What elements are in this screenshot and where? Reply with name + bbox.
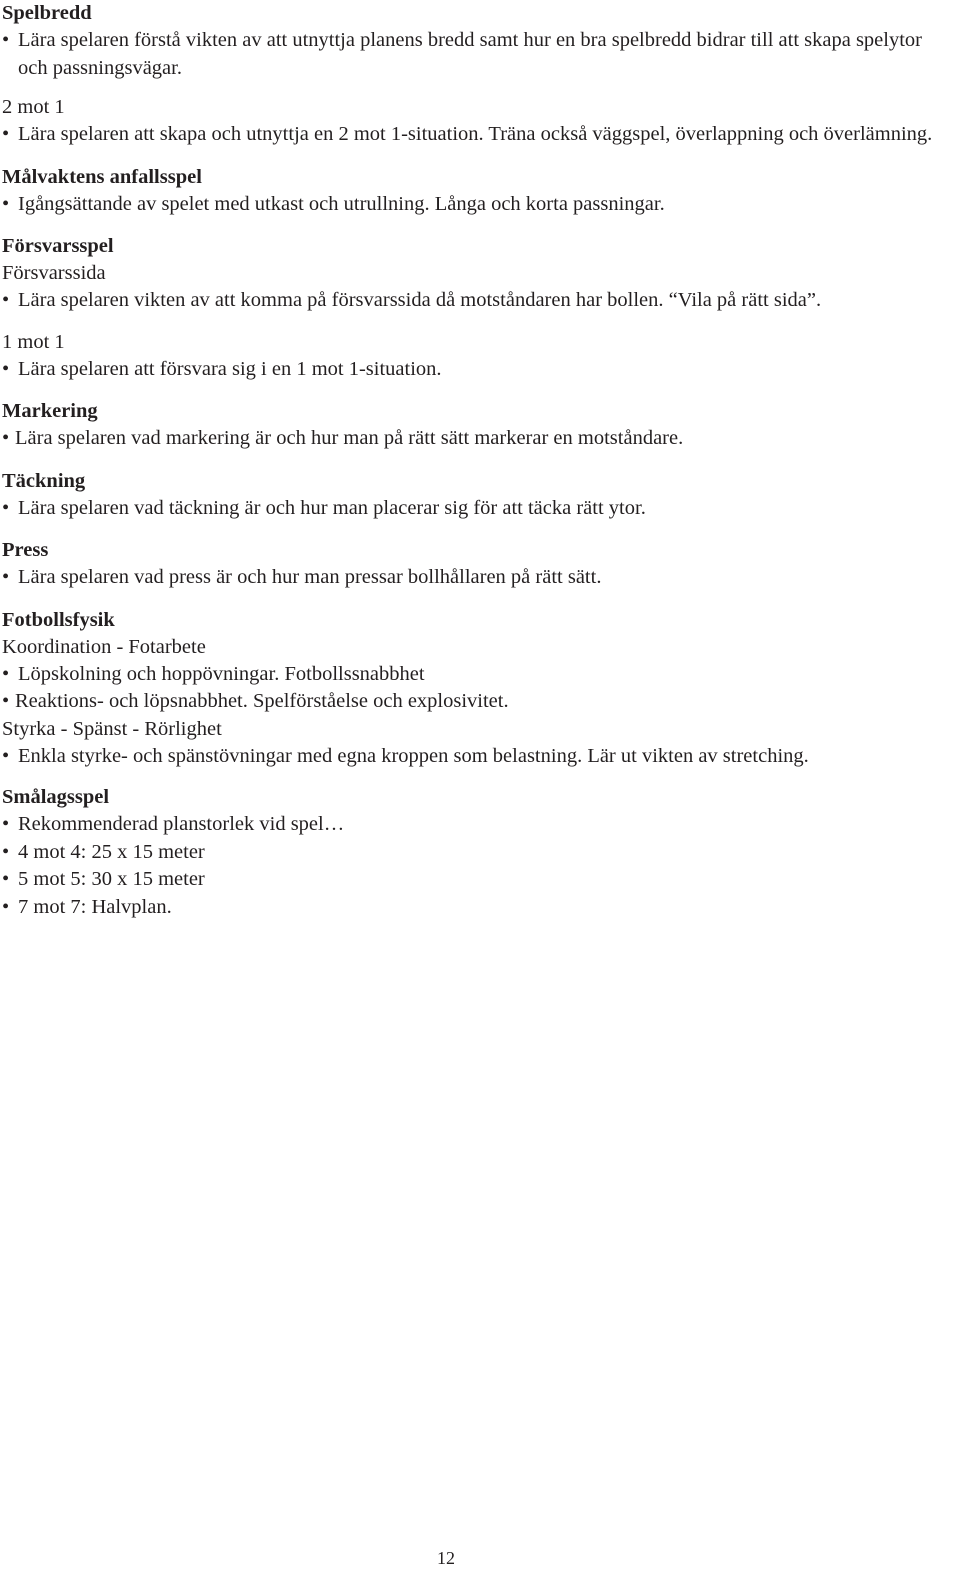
- section-tackning: [2, 468, 954, 523]
- bullet-text: Igångsättande av spelet med utkast och utrullning. Långa och korta passningar.: [18, 192, 665, 215]
- bullet-symbol: •: [2, 427, 10, 449]
- bullet-symbol: •: [2, 690, 10, 712]
- section-heading: Täckning: [2, 469, 86, 492]
- bullet-item: [2, 191, 954, 219]
- bullet-symbol: •: [2, 744, 10, 767]
- bullet-text: Lära spelaren vikten av att komma på försvarssida då motståndaren har bollen. “Vila på rätt sida”.: [18, 289, 822, 311]
- bullet-item: [2, 661, 954, 689]
- page-number: [0, 1547, 892, 1569]
- document-body: [2, 0, 954, 934]
- section-fotbollsfysik: [2, 607, 954, 771]
- bullet-text: Rekommenderad planstorlek vid spel…: [18, 813, 345, 835]
- bullet-item: [2, 894, 954, 922]
- section-markering: [2, 398, 954, 453]
- bullet-text: Lära spelaren att skapa och utnyttja en 2 mot 1-situation. Träna också väggspel, överlappning och överlämning.: [18, 123, 933, 145]
- section-subheading: Försvarssida: [2, 262, 106, 284]
- bullet-symbol: •: [2, 357, 10, 380]
- section-heading: Smålagsspel: [2, 786, 110, 808]
- bullet-item: [2, 839, 954, 867]
- bullet-text: Löpskolning och hoppövningar. Fotbollssnabbhet: [18, 662, 425, 685]
- section-heading: 2 mot 1: [2, 96, 65, 118]
- bullet-symbol: •: [2, 192, 10, 215]
- section-heading: Försvarsspel: [2, 235, 114, 257]
- bullet-item: [2, 287, 954, 315]
- bullet-symbol: •: [2, 566, 10, 588]
- section-heading: Markering: [2, 400, 98, 422]
- bullet-text: Lära spelaren vad press är och hur man pressar bollhållaren på rätt sätt.: [18, 566, 602, 588]
- section-heading: Målvaktens anfallsspel: [2, 165, 202, 188]
- bullet-text: Reaktions- och löpsnabbhet. Spelförståelse och explosivitet.: [15, 690, 509, 712]
- bullet-item: [2, 743, 954, 771]
- bullet-text: Enkla styrke- och spänstövningar med egna kroppen som belastning. Lär ut vikten av stretching.: [18, 744, 809, 767]
- bullet-text: Lära spelaren vad täckning är och hur man placerar sig för att täcka rätt ytor.: [18, 496, 646, 519]
- section-subheading: Koordination - Fotarbete: [2, 635, 206, 658]
- section-1-mot-1: [2, 329, 954, 384]
- bullet-item: [2, 121, 954, 149]
- section-subheading: Styrka - Spänst - Rörlighet: [2, 717, 222, 740]
- bullet-text: 7 mot 7: Halvplan.: [18, 895, 172, 918]
- bullet-item: [2, 811, 954, 839]
- bullet-symbol: •: [2, 662, 10, 685]
- section-smalagsspel: [2, 784, 954, 921]
- bullet-symbol: •: [2, 29, 10, 51]
- bullet-symbol: •: [2, 496, 10, 519]
- bullet-symbol: •: [2, 289, 10, 311]
- bullet-text: Lära spelaren förstå vikten av att utnyttja planens bredd samt hur en bra spelbredd bidrar till att skapa spelytor och passningsvägar.: [18, 29, 922, 79]
- bullet-symbol: •: [2, 123, 10, 145]
- bullet-item: [2, 425, 954, 453]
- section-2-mot-1: [2, 94, 954, 149]
- section-forsvarsspel: [2, 233, 954, 315]
- bullet-item: [2, 27, 954, 82]
- section-heading: Press: [2, 539, 49, 561]
- bullet-text: Lära spelaren vad markering är och hur man på rätt sätt markerar en motståndare.: [15, 427, 684, 449]
- bullet-text: Lära spelaren att försvara sig i en 1 mot 1-situation.: [18, 357, 442, 380]
- section-spelbredd: [2, 0, 954, 82]
- section-heading: 1 mot 1: [2, 330, 65, 353]
- bullet-item: [2, 356, 954, 384]
- section-heading: Spelbredd: [2, 2, 92, 24]
- bullet-symbol: •: [2, 840, 10, 863]
- section-press: [2, 537, 954, 592]
- bullet-item: [2, 495, 954, 523]
- page-number-text: 12: [437, 1548, 455, 1568]
- bullet-item: [2, 688, 954, 716]
- section-heading: Fotbollsfysik: [2, 608, 115, 631]
- bullet-symbol: •: [2, 813, 10, 835]
- bullet-text: 5 mot 5: 30 x 15 meter: [18, 868, 205, 890]
- bullet-symbol: •: [2, 868, 10, 890]
- bullet-text: 4 mot 4: 25 x 15 meter: [18, 840, 205, 863]
- section-malvaktens-anfallsspel: [2, 164, 954, 219]
- bullet-item: [2, 564, 954, 592]
- bullet-item: [2, 866, 954, 894]
- bullet-symbol: •: [2, 895, 10, 918]
